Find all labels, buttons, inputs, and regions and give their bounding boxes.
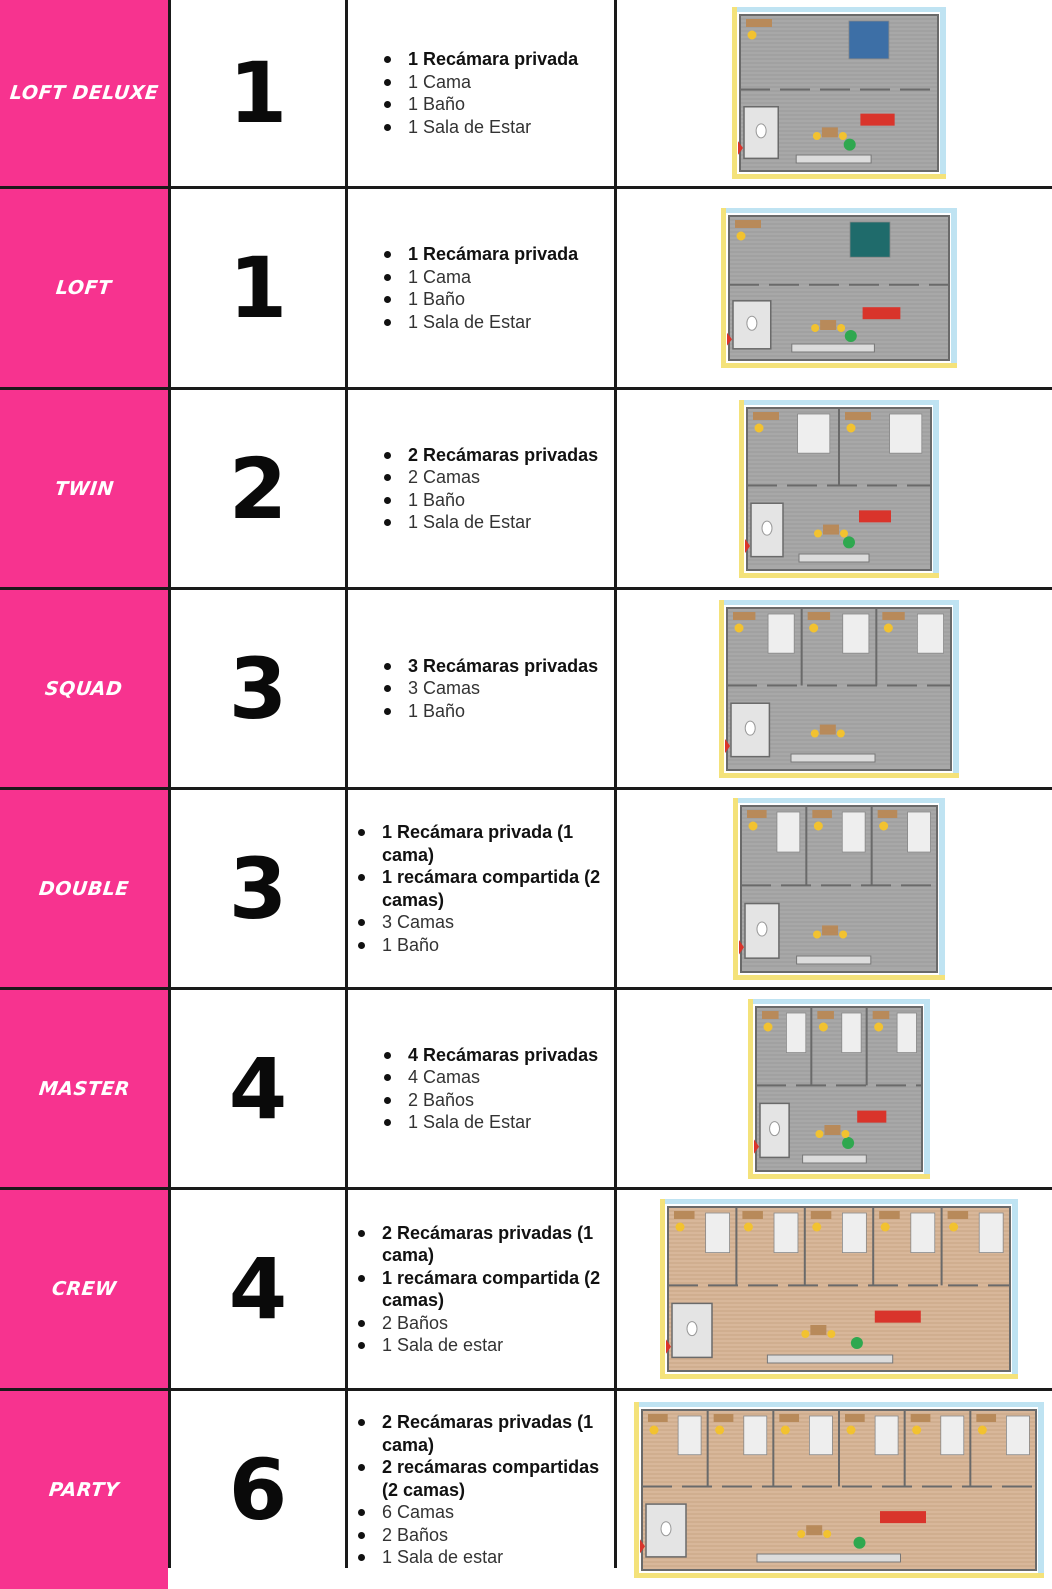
feature-item: 1 Cama xyxy=(382,71,578,94)
description-cell xyxy=(348,1190,614,1388)
bed-count-cell xyxy=(171,990,345,1187)
feature-item: 2 Baños xyxy=(356,1312,614,1335)
feature-item: 2 Recámaras privadas (1 cama) xyxy=(356,1222,614,1267)
room-name-cell xyxy=(0,590,168,787)
room-name: CREW xyxy=(50,1278,118,1300)
description-cell xyxy=(348,390,614,587)
floor-plan-cell xyxy=(617,390,1052,587)
feature-item: 1 recámara compartida (2 camas) xyxy=(356,866,614,911)
floor-plan-image xyxy=(732,7,946,179)
feature-item: 1 Baño xyxy=(382,93,578,116)
feature-item: 1 Sala de Estar xyxy=(382,511,598,534)
room-name-cell xyxy=(0,990,168,1187)
feature-item: 1 Baño xyxy=(382,288,578,311)
room-name-cell xyxy=(0,0,168,186)
bed-count-cell xyxy=(171,189,345,387)
feature-list xyxy=(348,48,578,138)
description-cell xyxy=(348,0,614,186)
feature-item: 2 recámaras compartidas (2 camas) xyxy=(356,1456,614,1501)
feature-item: 1 recámara compartida (2 camas) xyxy=(356,1267,614,1312)
feature-item: 1 Sala de Estar xyxy=(382,1111,598,1134)
bed-count: 6 xyxy=(228,1441,288,1539)
floor-plan-cell xyxy=(617,0,1052,186)
description-cell xyxy=(348,590,614,787)
bed-count: 4 xyxy=(228,1240,288,1338)
floor-plan-cell xyxy=(617,1391,1052,1589)
feature-item: 2 Recámaras privadas (1 cama) xyxy=(356,1411,614,1456)
floor-plan-cell xyxy=(617,790,1052,987)
room-name: SQUAD xyxy=(44,677,124,700)
description-cell xyxy=(348,1391,614,1589)
feature-item: 2 Baños xyxy=(356,1524,614,1547)
feature-item: 1 Sala de Estar xyxy=(382,116,578,139)
feature-item: 1 Recámara privada (1 cama) xyxy=(356,821,614,866)
floor-plan-image xyxy=(721,208,957,368)
room-name-cell xyxy=(0,1190,168,1388)
floor-plan-image xyxy=(660,1199,1018,1379)
room-name: MASTER xyxy=(37,1077,131,1100)
bed-count-cell xyxy=(171,390,345,587)
bed-count-cell xyxy=(171,1391,345,1589)
feature-item: 1 Baño xyxy=(356,934,614,957)
floor-plan-image xyxy=(719,600,959,778)
feature-item: 4 Camas xyxy=(382,1066,598,1089)
feature-item: 1 Sala de estar xyxy=(356,1334,614,1357)
room-name-cell xyxy=(0,189,168,387)
floor-plan-cell xyxy=(617,990,1052,1187)
room-name: DOUBLE xyxy=(37,877,131,900)
feature-item: 2 Baños xyxy=(382,1089,598,1112)
description-cell xyxy=(348,990,614,1187)
feature-item: 1 Recámara privada xyxy=(382,243,578,266)
feature-item: 1 Cama xyxy=(382,266,578,289)
bed-count: 4 xyxy=(228,1039,288,1138)
feature-list xyxy=(348,243,578,333)
floor-plan-image xyxy=(739,400,939,578)
bed-count-cell xyxy=(171,790,345,987)
bed-count: 3 xyxy=(228,639,288,738)
feature-item: 1 Baño xyxy=(382,489,598,512)
feature-item: 1 Baño xyxy=(382,700,598,723)
feature-item: 2 Recámaras privadas xyxy=(382,444,598,467)
feature-item: 1 Sala de estar xyxy=(356,1546,614,1569)
feature-list xyxy=(348,1411,614,1569)
bed-count-cell xyxy=(171,1190,345,1388)
room-name-cell xyxy=(0,1391,168,1589)
bed-count: 3 xyxy=(228,839,288,938)
room-name-cell xyxy=(0,790,168,987)
feature-list xyxy=(348,1222,614,1357)
feature-item: 1 Sala de Estar xyxy=(382,311,578,334)
bed-count-cell xyxy=(171,590,345,787)
bed-count: 1 xyxy=(228,239,288,337)
floor-plan-image xyxy=(634,1402,1044,1578)
floor-plan-cell xyxy=(617,590,1052,787)
room-name-cell xyxy=(0,390,168,587)
feature-item: 4 Recámaras privadas xyxy=(382,1044,598,1067)
feature-item: 2 Camas xyxy=(382,466,598,489)
feature-item: 6 Camas xyxy=(356,1501,614,1524)
room-name: LOFT DELUXE xyxy=(8,82,160,104)
feature-list xyxy=(348,655,598,723)
description-cell xyxy=(348,189,614,387)
feature-item: 3 Camas xyxy=(356,911,614,934)
description-cell xyxy=(348,790,614,987)
room-name: PARTY xyxy=(47,1479,121,1501)
feature-list xyxy=(348,1044,598,1134)
feature-item: 3 Camas xyxy=(382,677,598,700)
room-name: TWIN xyxy=(53,477,115,500)
floor-plan-image xyxy=(733,798,945,980)
feature-list xyxy=(348,821,614,956)
feature-list xyxy=(348,444,598,534)
room-name: LOFT xyxy=(55,277,113,299)
floor-plan-cell xyxy=(617,189,1052,387)
floor-plan-cell xyxy=(617,1190,1052,1388)
bed-count-cell xyxy=(171,0,345,186)
floor-plan-image xyxy=(748,999,930,1179)
feature-item: 1 Recámara privada xyxy=(382,48,578,71)
feature-item: 3 Recámaras privadas xyxy=(382,655,598,678)
bed-count: 1 xyxy=(228,44,288,142)
bed-count: 2 xyxy=(228,439,288,538)
